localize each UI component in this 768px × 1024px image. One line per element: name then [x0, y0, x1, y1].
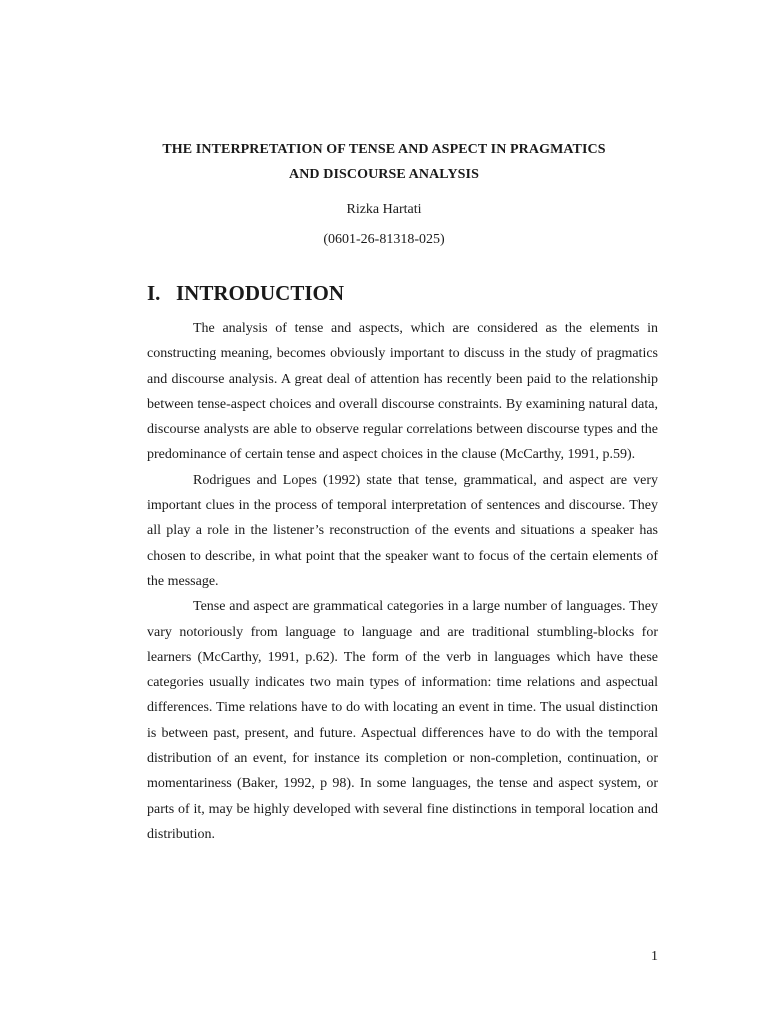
paragraph-3: Tense and aspect are grammatical categories in a large number of languages. They vary notoriously from language to language and are traditional stumbling-blocks for learners (McCarthy, 1991, p.62). The form of the verb in languages which have these categories usually indicates two main types of information: time relations and aspectual differences. Time relations have to do with locating an event in time. The usual distinction is between past, present, and future. Aspectual differences have to do with the temporal distribution of an event, for instance its completion or non-completion, continuation, or momentariness (Baker, 1992, p 98). In some languages, the tense and aspect system, or parts of it, may be highly developed with several fine distinctions in temporal location and distribution.	[147, 599, 658, 842]
section-number: I.	[147, 281, 161, 305]
body-text	[147, 316, 658, 847]
paragraph-1: The analysis of tense and aspects, which are considered as the elements in constructing meaning, becomes obviously important to discuss in the study of pragmatics and discourse analysis. A great deal of attention has recently been paid to the relationship between tense-aspect choices and overall discourse constraints. By examining natural data, discourse analysts are able to observe regular correlations between discourse types and the predominance of certain tense and aspect choices in the clause (McCarthy, 1991, p.59).	[147, 321, 658, 463]
paper-title-line-2: AND DISCOURSE ANALYSIS	[289, 167, 479, 182]
paragraph-2: Rodrigues and Lopes (1992) state that tense, grammatical, and aspect are very important clues in the process of temporal interpretation of sentences and discourse. They all play a role in the listener’s reconstruction of the events and situations a speaker has chosen to describe, in what point that the speaker want to focus of the certain elements of the message.	[147, 472, 658, 589]
page-number: 1	[651, 949, 658, 964]
student-id: (0601-26-81318-025)	[323, 232, 445, 247]
section-title: INTRODUCTION	[176, 281, 345, 305]
section-heading	[147, 283, 344, 303]
paper-title	[0, 137, 768, 187]
author-name: Rizka Hartati	[346, 202, 422, 217]
paper-title-line-1: THE INTERPRETATION OF TENSE AND ASPECT IN PRAGMATICS	[162, 142, 606, 157]
